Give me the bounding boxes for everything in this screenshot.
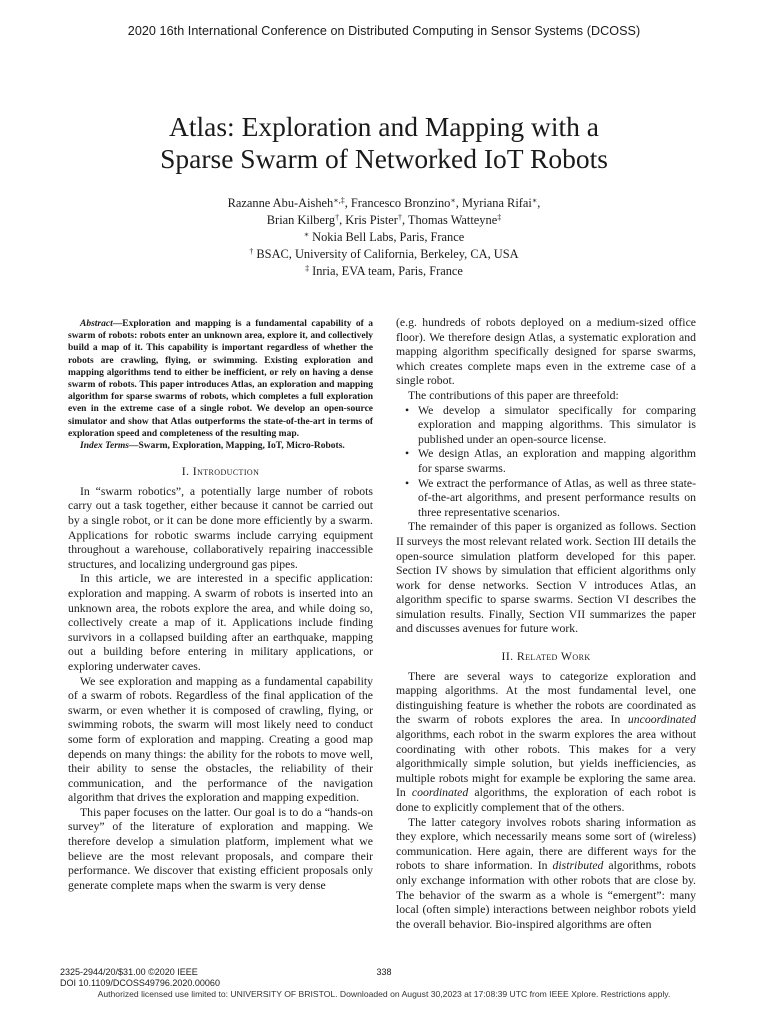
emphasis: distributed (552, 859, 604, 873)
left-column (68, 318, 373, 893)
author-affiliation-mark: ∗ (531, 196, 538, 205)
paragraph: The latter category involves robots sharing information as they explore, which necessarily means some sort of (wireless) communication. Here again, there are different ways for the robots to share information. In distributed algorithms, robots only exchange information with other robots that are close by. The behavior of the swarm as a whole is “emergent”: many local (often simple) interactions between neighbor robots yield the overall behavior. Bio-inspired algorithms are often (396, 815, 696, 931)
paragraph: The contributions of this paper are threefold: (408, 388, 619, 402)
page-number: 338 (376, 967, 392, 977)
author-affiliation-mark: † (335, 213, 340, 222)
author-block (0, 195, 768, 280)
list-item: • We design Atlas, an exploration and mapping algorithm for sparse swarms. (418, 447, 696, 476)
paragraph: In “swarm robotics”, a potentially large number of robots carry out a task together, either because it cannot be carried out by a single robot, or it can be done more efficiently by a swarm. Applications for robotic swarms include carrying equipment throughout a warehouse, collaboratively repairing inaccessible structures, and localizing underground gas pipes. (68, 484, 373, 571)
author-line-1: Razanne Abu-Aisheh∗,‡, Francesco Bronzino∗, Myriana Rifai∗, (227, 196, 541, 210)
author-affiliation-mark: † (397, 213, 402, 222)
list-item: • We extract the performance of Atlas, as well as three state-of-the-art algorithms, and present performance results on three representative scenarios. (418, 477, 696, 521)
author-affiliation-mark: ‡ (497, 213, 502, 222)
license-notice: Authorized licensed use limited to: UNIVERSITY OF BRISTOL. Downloaded on August 30,2023 at 17:08:39 UTC from IEEE Xplore. Restrictions apply. (97, 989, 671, 999)
right-column (396, 316, 696, 932)
paragraph: In this article, we are interested in a specific application: exploration and mapping. A swarm of robots is inserted into an unknown area, the robots explore the area, and while doing so, collectively create a map of it. Applications include finding survivors in a collapsed building after an earthquake, mapping out a building before entering in military applications, or exploring underwater caves. (68, 572, 373, 673)
author-name: Thomas Watteyne (407, 213, 498, 227)
conference-header: 2020 16th International Conference on Distributed Computing in Sensor Systems (DCOSS) (127, 24, 641, 38)
list-item: • We develop a simulator specifically for comparing exploration and mapping algorithms. This simulator is published under an open-source license. (418, 404, 696, 448)
section-heading-introduction: I. Introduction (181, 464, 260, 479)
abstract-text: —Exploration and mapping is a fundamental capability of a swarm of robots: robots enter an unknown area, explore it, and collectively build a map of it. This capability is important regardless of whether the robots are crawling, flying, or swimming. Existing exploration and mapping algorithms tend to either be inefficient, or rely on having a dense swarm of robots. This paper introduces Atlas, an exploration and mapping algorithm for sparse swarms of robots, which completes a full exploration even in the extreme case of a single robot. We develop an open-source simulator and show that Atlas outperforms the state-of-the-art in terms of exploration speed and completeness of the resulting map. (68, 319, 373, 439)
index-terms (68, 440, 373, 452)
abstract-label: Abstract (80, 319, 113, 329)
emphasis: uncoordinated (627, 713, 696, 727)
issn-line: 2325-2944/20/$31.00 ©2020 IEEE (60, 967, 198, 977)
contributions-list (396, 404, 696, 521)
index-terms-text: —Swarm, Exploration, Mapping, IoT, Micro-Robots. (129, 441, 345, 452)
affiliation-1: ∗ Nokia Bell Labs, Paris, France (303, 230, 465, 244)
paragraph: We see exploration and mapping as a fundamental capability of a swarm of robots. Regardless of the final application of the swarm, or even whether it is composed of crawling, flying, or swimming robots, the swarm will most likely need to conduct some form of exploration and mapping. Creating a good map depends on many things: the ability for the robots to move well, their ability to sense the obstacles, the reliability of their communication, and the performance of the navigation algorithm that drives the exploration and mapping expedition. (68, 674, 373, 805)
title-line-1: Atlas: Exploration and Mapping with a (169, 111, 599, 142)
affiliation-3: ‡ Inria, EVA team, Paris, France (305, 264, 463, 278)
title-line-2: Sparse Swarm of Networked IoT Robots (160, 143, 608, 174)
author-affiliation-mark: ∗ (450, 196, 456, 205)
author-name: Brian Kilberg (266, 213, 336, 227)
author-name: Kris Pister (345, 213, 398, 227)
author-name: Myriana Rifai (461, 196, 532, 210)
author-line-2: Brian Kilberg†, Kris Pister†, Thomas Watteyne‡ (266, 213, 502, 227)
paragraph: (e.g. hundreds of robots deployed on a medium-sized office floor). We therefore design Atlas, a systematic exploration and mapping algorithm specifically designed for sparse swarms, which creates complete maps even in the extreme case of a single robot. (396, 316, 696, 388)
paragraph: There are several ways to categorize exploration and mapping algorithms. At the most fundamental level, one distinguishing feature is whether the robots are coordinated as the swarm of robots explores the area. In uncoordinated algorithms, each robot in the swarm explores the area without coordinating with other robots. This makes for a very algorithmically simple solution, but yields inefficiencies, as multiple robots might for example be exploring the same area. In coordinated algorithms, the exploration of each robot is done to explicitly complement that of the others. (396, 669, 697, 814)
abstract (68, 318, 373, 440)
doi-line: DOI 10.1109/DCOSS49796.2020.00060 (60, 977, 220, 988)
emphasis: coordinated (411, 786, 469, 800)
index-terms-label: Index Terms (80, 441, 130, 452)
paragraph: The remainder of this paper is organized as follows. Section II surveys the most relevant related work. Section III details the open-source simulation platform developed for this paper. Section IV shows by simulation that efficient algorithms only work for dense networks. Section V introduces Atlas, an algorithm specific to sparse swarms. Section VI describes the simulation results. Finally, Section VII summarizes the paper and discusses avenues for future work. (396, 520, 696, 636)
paper-title (0, 111, 768, 175)
section-heading-related-work: II. Related Work (501, 649, 591, 664)
paragraph: This paper focuses on the latter. Our goal is to do a “hands-on survey” of the literature of exploration and mapping. We therefore develop a simulation platform, implement what we believe are the most relevant proposals, and compare their performance. We discover that existing efficient proposals only generate complete maps when the swarm is very dense (68, 805, 373, 892)
author-affiliation-mark: ∗,‡ (333, 196, 345, 205)
affiliation-2: † BSAC, University of California, Berkeley, CA, USA (249, 247, 519, 261)
author-name: Razanne Abu-Aisheh (227, 196, 334, 210)
author-name: Francesco Bronzino (350, 196, 451, 210)
